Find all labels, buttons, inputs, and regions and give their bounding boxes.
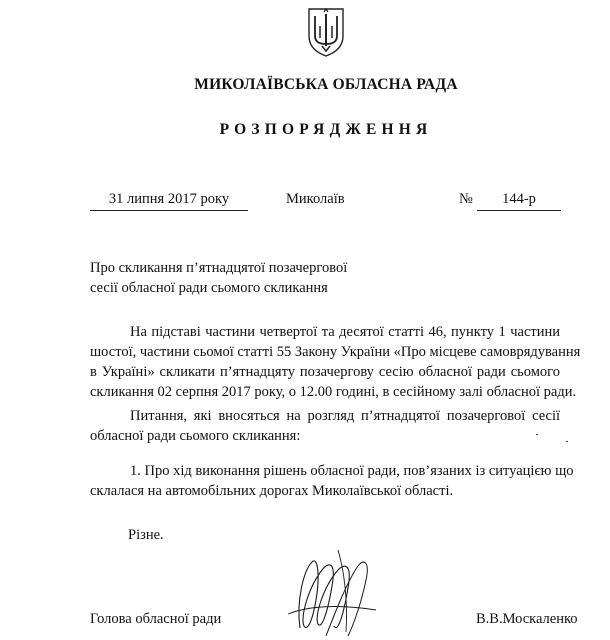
subject-line: Про скликання п’ятнадцятої позачергової xyxy=(90,260,348,276)
number-sign: № xyxy=(459,191,473,207)
paragraph-line: 1. Про хід виконання рішень обласної ради, пов’язаних із ситуацією що xyxy=(130,463,574,479)
subject-line: сесії обласної ради сьомого скликання xyxy=(90,280,328,296)
document-type-title: РОЗПОРЯДЖЕННЯ xyxy=(219,121,433,138)
paragraph-line: обласної ради сьомого скликання: xyxy=(90,428,301,444)
paragraph-line: склалася на автомобільних дорогах Миколаївської області. xyxy=(90,483,454,499)
body-paragraph-3 xyxy=(90,461,574,501)
body-paragraph-2 xyxy=(90,406,560,446)
signatory-title: Голова обласної ради xyxy=(90,611,222,627)
document-city: Миколаїв xyxy=(286,191,345,207)
paragraph-line: На підставі частини четвертої та десятої статті 46, пункту 1 частини xyxy=(130,324,560,340)
document-date: 31 липня 2017 року xyxy=(90,191,248,211)
trident-coat-of-arms-icon xyxy=(306,6,346,58)
signatory-name: В.В.Москаленко xyxy=(476,611,578,627)
document-number: 144-р xyxy=(477,191,561,211)
paragraph-line: Питання, які вносяться на розгляд п’ятнадцятої позачергової сесії xyxy=(130,408,560,424)
document-subject xyxy=(90,258,410,298)
handwritten-signature xyxy=(278,540,388,640)
paragraph-line: шостої, частини сьомої статті 55 Закону України «Про місцеве самоврядування xyxy=(90,344,581,360)
organization-name: МИКОЛАЇВСЬКА ОБЛАСНА РАДА xyxy=(194,76,458,93)
paragraph-line: в Україні» скликати п’ятнадцяту позачергову сесію обласної ради сьомого xyxy=(90,364,560,380)
scan-speck xyxy=(566,441,568,442)
body-paragraph-1 xyxy=(90,322,581,402)
scan-speck xyxy=(536,434,538,435)
paragraph-line: скликання 02 серпня 2017 року, о 12.00 годині, в сесійному залі обласної ради. xyxy=(90,384,577,400)
misc-item: Різне. xyxy=(128,527,164,543)
